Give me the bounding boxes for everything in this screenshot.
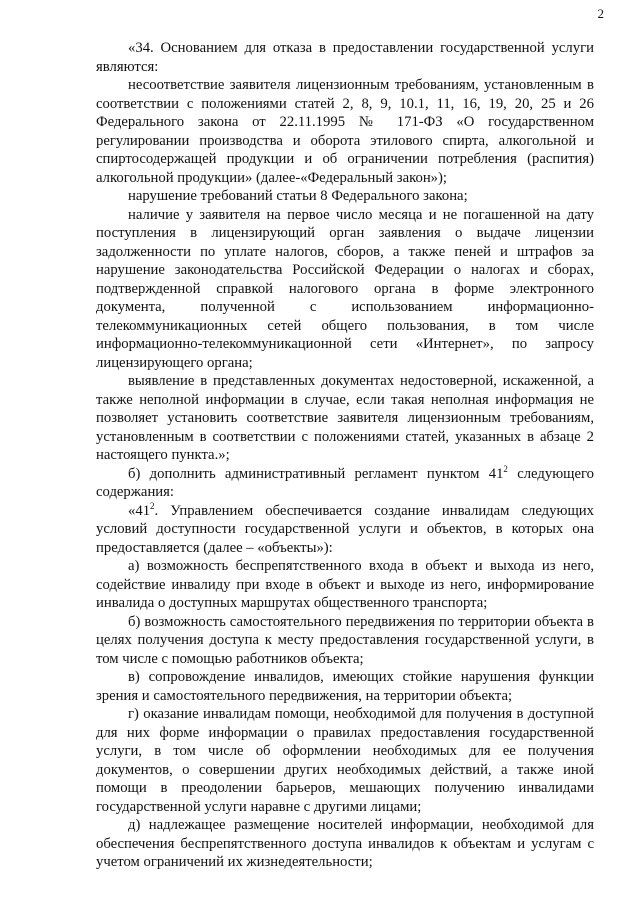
paragraph-41-text-end: . Управлением обеспечивается создание инвалидам следующих условий доступности государственной услуги и объектов, в которых она предоставляется (далее – «объекты»):	[96, 502, 594, 556]
superscript: 2	[503, 463, 508, 474]
paragraph-b-text: б) дополнить административный регламент пунктом 41	[128, 465, 504, 482]
paragraph-item-v: в) сопровождение инвалидов, имеющих стойкие нарушения функции зрения и самостоятельного передвижения, на территории объекта;	[96, 669, 594, 704]
page-number: 2	[597, 6, 604, 21]
paragraph-item-a: а) возможность беспрепятственного входа в объект и выхода из него, содействие инвалиду при входе в объект и выходе из него, информирование инвалида о доступных маршрутах общественного транспорта;	[96, 558, 594, 611]
paragraph-item-b: б) возможность самостоятельного передвижения по территории объекта в целях получения доступа к месту предоставления государственной услуги, в том числе с помощью работников объекта;	[96, 613, 594, 667]
paragraph-b-text-end: следующего содержания:	[96, 465, 595, 500]
paragraph-article-8: нарушение требований статьи 8 Федерального закона;	[128, 188, 468, 204]
paragraph-false-info: выявление в представленных документах недостоверной, искаженной, а также неполной информации в случае, если такая неполная информация не позволяет установить соответствие заявителя лицензионным требованиям, установленным в соответствии с положениями статей, указанных в абзаце 2 настоящего пункта.»;	[96, 373, 594, 463]
paragraph-license-requirements: несоответствие заявителя лицензионным требованиям, установленным в соответствии с положениями статей 2, 8, 9, 10.1, 11, 16, 19, 20, 25 и 26 Федерального закона от 22.11.1995 № 171-ФЗ «О государственном регулировании производства и оборота этилового спирта, алкогольной и спиртосодержащей продукции и об ограничении потребления (распития) алкогольной продукции» (далее-«Федеральный закон»);	[96, 77, 594, 186]
paragraph-item-d: д) надлежащее размещение носителей информации, необходимой для обеспечения беспрепятственного доступа инвалидов к объектам и услугам с учетом ограничений их жизнедеятельности;	[96, 817, 594, 870]
paragraph-41-2	[96, 502, 594, 558]
paragraph-item-g: г) оказание инвалидам помощи, необходимой для получения в доступной для них форме информации о правилах предоставления государственной услуги, в том числе об оформлении необходимых для ее получения документов, о совершении других необходимых действий, а также иной помощи в преодолении барьеров, мешающих получению инвалидами государственной услуги наравне с другими лицами;	[96, 706, 594, 815]
paragraph-41-text: «41	[128, 502, 151, 519]
superscript: 2	[150, 500, 155, 511]
paragraph-34-intro: «34. Основанием для отказа в предоставлении государственной услуги являются:	[96, 40, 594, 75]
document-body	[96, 39, 594, 872]
paragraph-tax-debt: наличие у заявителя на первое число месяца и не погашенной на дату поступления в лицензирующий орган заявления о выдаче лицензии задолженности по уплате налогов, сборов, а также пеней и штрафов за нарушение законодательства Российской Федерации о налогах и сборах, подтвержденной справкой налогового органа в форме электронного документа, полученной с использованием информационно-телекоммуникационных сетей общего пользования, в том числе информационно-телекоммуникационной сети «Интернет», по запросу лицензирующего органа;	[96, 206, 594, 371]
paragraph-b-amend	[96, 465, 594, 502]
